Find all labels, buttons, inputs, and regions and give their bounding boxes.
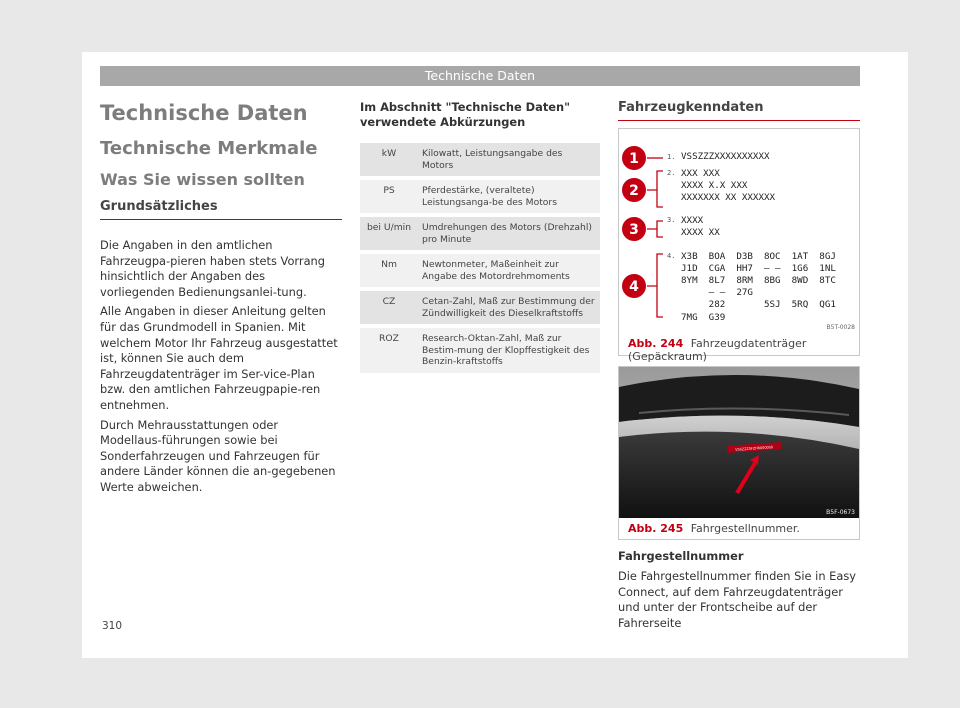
- abbr-key: bei U/min: [360, 215, 418, 252]
- subsection-title: Was Sie wissen sollten: [100, 170, 305, 189]
- figure-caption: [619, 518, 859, 539]
- chassis-number-label: VSSZZZ5FZHR000000: [735, 445, 774, 452]
- abbr-key: CZ: [360, 289, 418, 326]
- figure-caption-text: Fahrgestellnummer.: [690, 522, 800, 535]
- paragraph: Durch Mehrausstattungen oder Modellaus-führungen sowie bei Sonderfahrzeugen und Fahrzeugen für andere Länder können die an-gegebenen Werte abweichen.: [100, 417, 336, 494]
- figure-caption-text: Fahrzeugdatenträger (Gepäckraum): [628, 337, 807, 363]
- abbr-key: Nm: [360, 252, 418, 289]
- carrier-line: – – 27G: [681, 287, 753, 298]
- row-label: 2.: [667, 169, 676, 177]
- row-label: 1.: [667, 153, 676, 161]
- carrier-line: XXXXXXX XX XXXXXX: [681, 192, 776, 203]
- table-row: [360, 326, 600, 375]
- carrier-line: 7MG G39: [681, 312, 726, 323]
- chassis-number-text: Die Fahrgestellnummer finden Sie in Easy Connect, auf dem Fahrzeugdatenträger und unter der Frontscheibe auf der Fahrerseite: [618, 569, 857, 630]
- abbr-key: kW: [360, 143, 418, 178]
- abbr-value: Umdrehungen des Motors (Drehzahl) pro Minute: [418, 215, 600, 252]
- windscreen-photo: [619, 367, 859, 518]
- figure-data-carrier: [618, 128, 860, 363]
- abbr-value: Pferdestärke, (veraltete) Leistungsanga-be des Motors: [418, 178, 600, 215]
- abbr-value: Kilowatt, Leistungsangabe des Motors: [418, 143, 600, 178]
- carrier-line: 282 5SJ 5RQ QG1: [681, 299, 836, 310]
- carrier-line: X3B BOA D3B 8OC 1AT 8GJ: [681, 251, 836, 262]
- row-label: 4.: [667, 252, 676, 260]
- paragraph: Alle Angaben in dieser Anleitung gelten für das Grundmodell in Spanien. Mit welchem Motor Ihr Fahrzeug ausgestattet ist, können Sie auch dem Fahrzeugdatenträger im Ser-vice-Plan bzw. den amtlichen Fahrzeugpapie-ren entnehmen.: [100, 304, 338, 412]
- abbr-key: PS: [360, 178, 418, 215]
- carrier-line: XXXX: [681, 215, 704, 226]
- page-header: Technische Daten: [100, 66, 860, 86]
- callout-label: 1: [629, 151, 639, 167]
- vehicle-data-column: [618, 100, 860, 121]
- section-title: Technische Merkmale: [100, 138, 318, 159]
- callout-label: 4: [629, 279, 639, 295]
- carrier-line: 8YM 8L7 8RM 8BG 8WD 8TC: [681, 275, 836, 286]
- topic-heading: Grundsätzliches: [100, 199, 342, 220]
- abbr-value: Research-Oktan-Zahl, Maß zur Bestim-mung der Klopffestigkeit des Benzin-kraftstoffs: [418, 326, 600, 375]
- carrier-line: J1D CGA HH7 – – 1G6 1NL: [681, 263, 836, 274]
- figure-number: Abb. 245: [628, 522, 684, 535]
- page-number: 310: [102, 620, 123, 632]
- table-row: [360, 252, 600, 289]
- data-carrier-illustration: [619, 129, 859, 333]
- abbr-value: Cetan-Zahl, Maß zur Bestimmung der Zündwilligkeit des Dieselkraftstoffs: [418, 289, 600, 326]
- carrier-line: XXX XXX: [681, 168, 720, 179]
- callout-1: [622, 146, 646, 170]
- carrier-line: VSSZZZXXXXXXXXXX: [681, 151, 770, 162]
- figure-chassis-number: [618, 366, 860, 540]
- abbreviations-title: Im Abschnitt "Technische Daten" verwendete Abkürzungen: [360, 100, 571, 129]
- table-row: [360, 289, 600, 326]
- carrier-line: XXXX XX: [681, 227, 720, 238]
- abbreviations-column: [360, 100, 602, 377]
- callout-4: [622, 274, 646, 298]
- table-row: [360, 143, 600, 178]
- figure-caption: [619, 333, 859, 367]
- paragraph: Die Angaben in den amtlichen Fahrzeugpa-pieren haben stets Vorrang hinsichtlich der Angaben des vorliegenden Bedienungsanlei-tung.: [100, 238, 326, 299]
- intro-text: [100, 238, 342, 496]
- callout-3: [622, 217, 646, 241]
- table-row: [360, 215, 600, 252]
- callout-2: [622, 178, 646, 202]
- figure-code: B5T-0028: [826, 324, 855, 331]
- abbr-value: Newtonmeter, Maßeinheit zur Angabe des Motordrehmoments: [418, 252, 600, 289]
- abbr-key: ROZ: [360, 326, 418, 375]
- vehicle-data-heading: Fahrzeugkenndaten: [618, 100, 860, 121]
- callout-label: 2: [629, 183, 639, 199]
- abbreviations-table: [360, 143, 600, 377]
- carrier-line: XXXX X.X XXX: [681, 180, 748, 191]
- chapter-title: Technische Daten: [100, 101, 308, 125]
- callout-label: 3: [629, 222, 639, 238]
- chassis-number-section: [618, 549, 860, 631]
- row-label: 3.: [667, 216, 676, 224]
- chassis-number-heading: Fahrgestellnummer: [618, 549, 744, 563]
- table-row: [360, 178, 600, 215]
- figure-code: B5F-0673: [826, 509, 855, 516]
- intro-column: [100, 100, 342, 500]
- figure-number: Abb. 244: [628, 337, 684, 350]
